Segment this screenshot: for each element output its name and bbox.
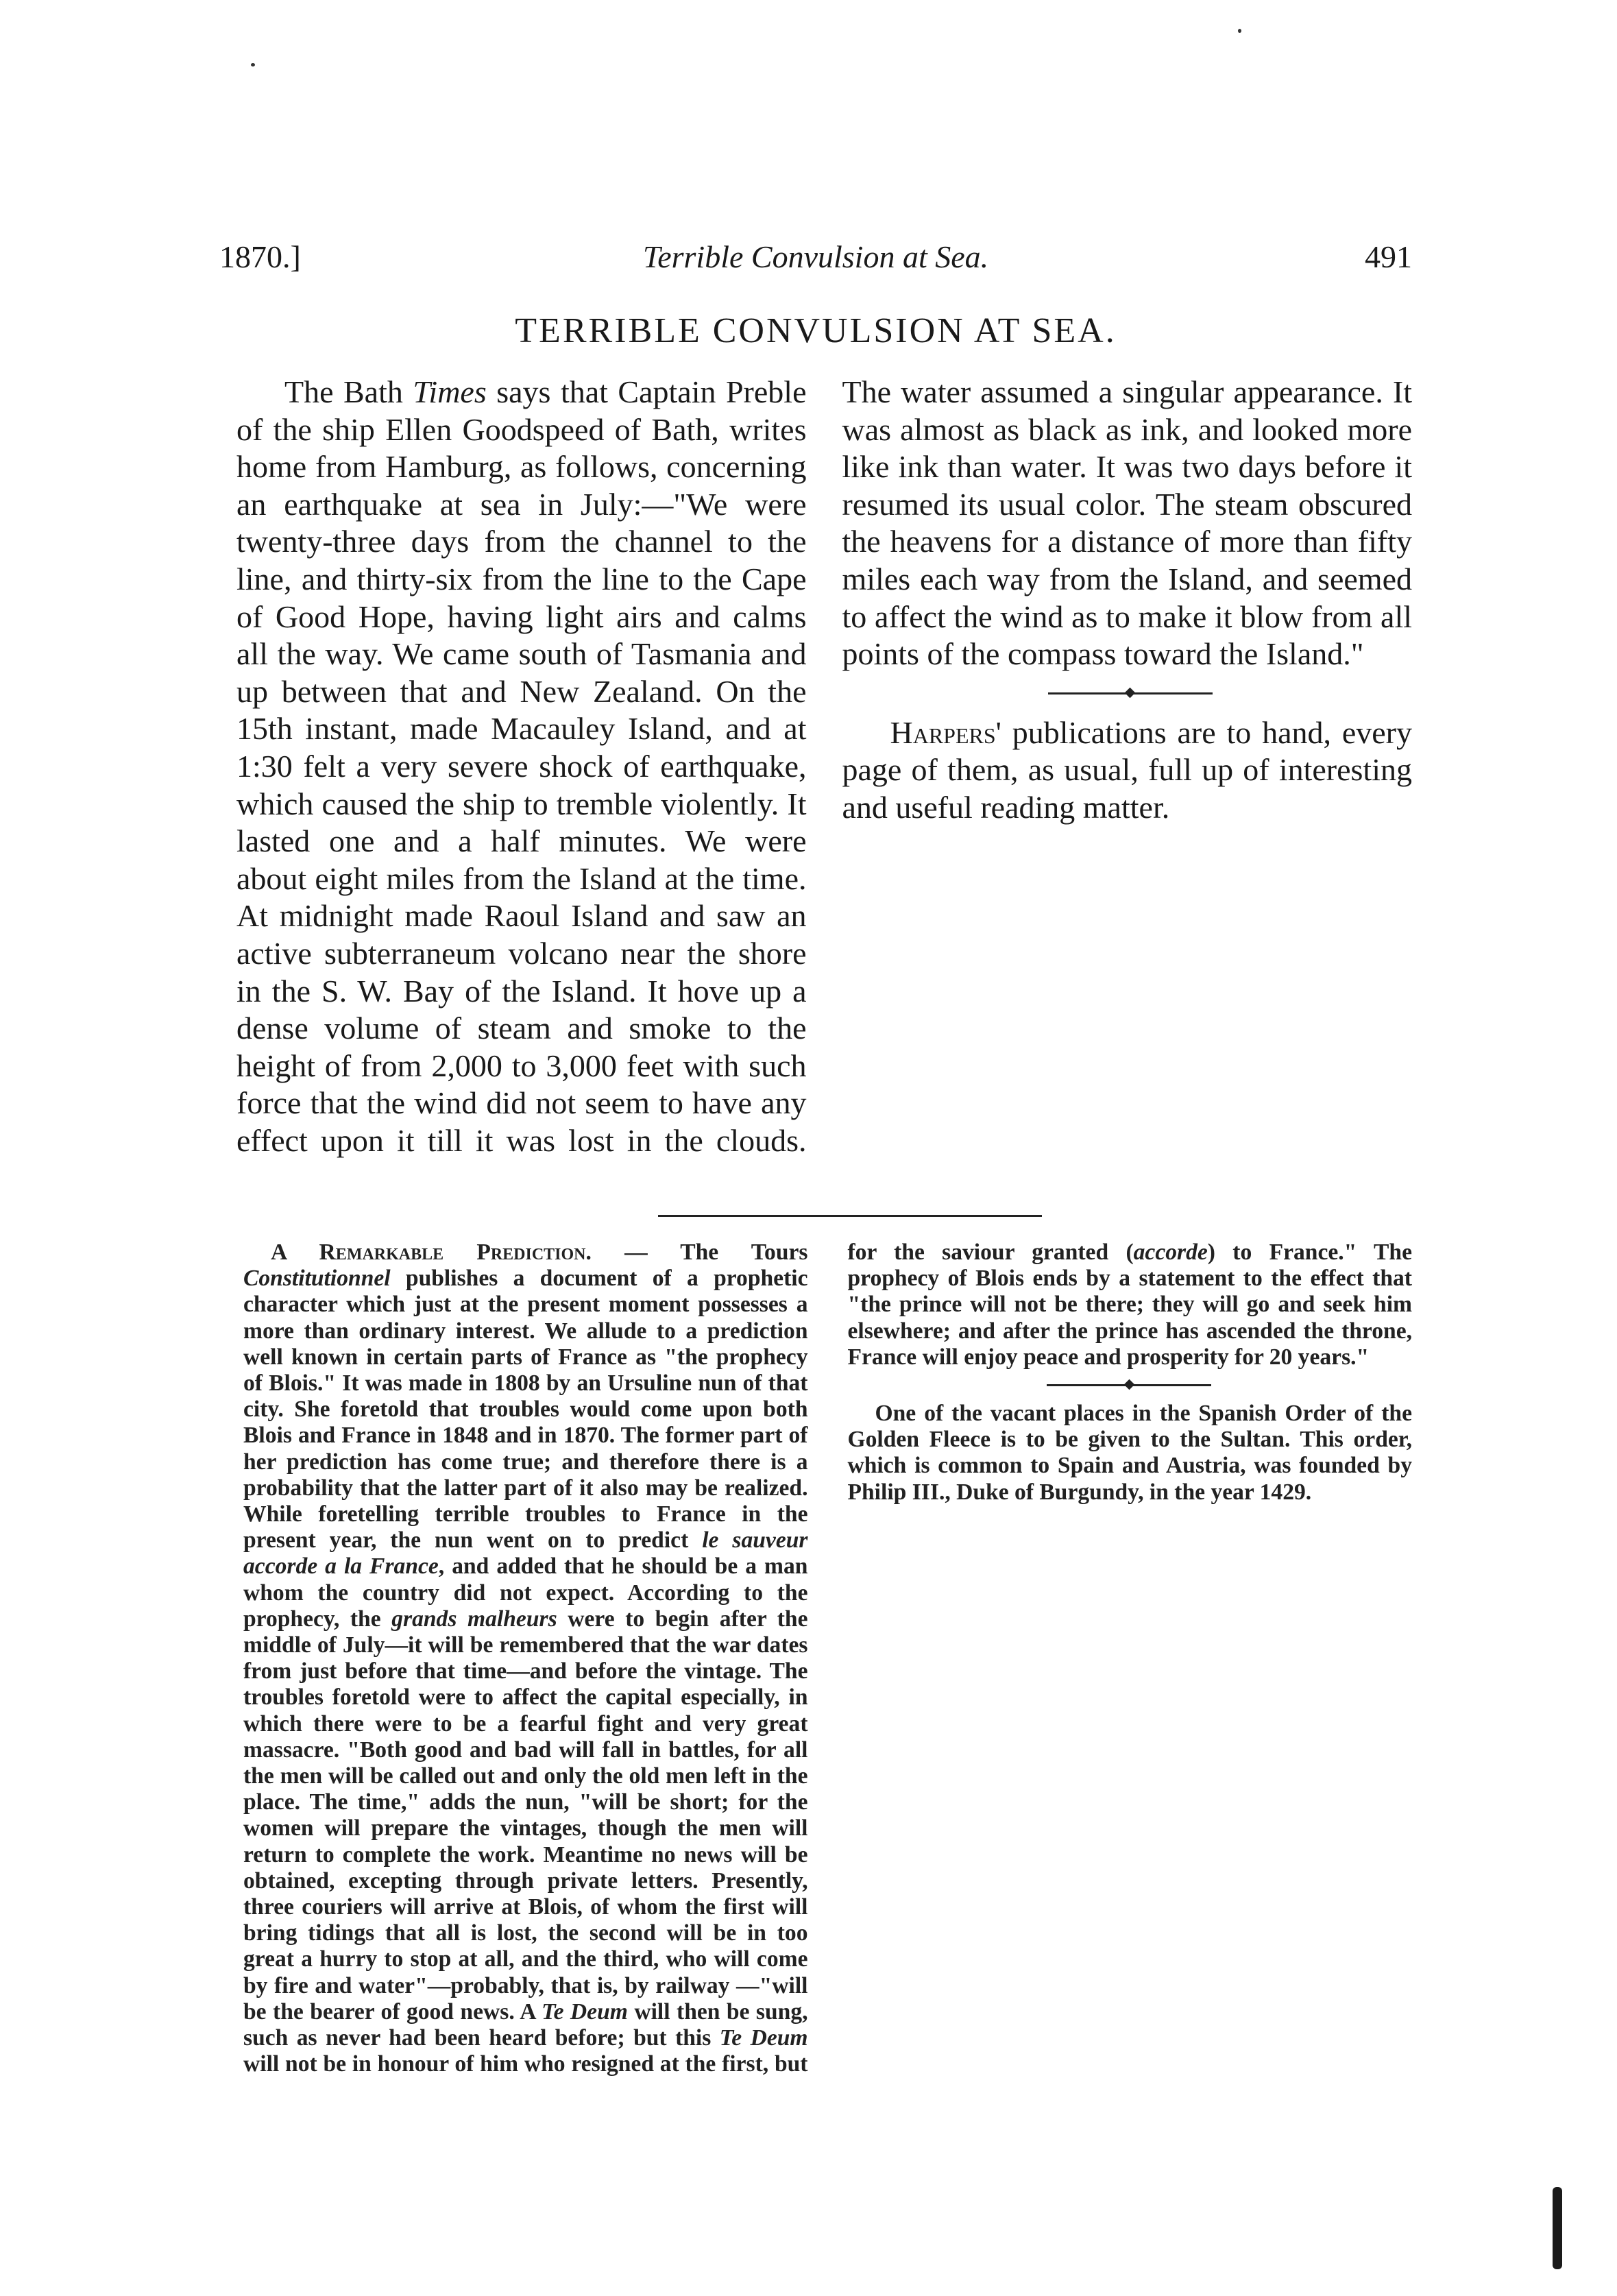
prediction-text: were to begin after the middle of July—it will be remembered that the war dates from just before that time—and before the vintage. The troubles foretold were to affect the capital especially, in which there were to be a fearful fight and very great massacre. "Both good and bad will fall in battles, for all the men will be called out and only the old men left in the place. The time," adds the nun, "will be short; for the women will prepare the vintages, though the men will return to complete the work. Meantime no news will be obtained, excepting through private letters. Presently, three couriers will arrive at Blois, of whom the first will bring tidings that all is lost, the second will be in too great a hurry to stop at all, and the third, who will come by fire and water"—probably, that is, by railway —"will be the bearer of good news. A bbox=[243, 1606, 808, 2025]
scan-speck bbox=[1553, 2187, 1562, 2269]
column-divider-rule bbox=[658, 1215, 1042, 1217]
french-phrase: le sauveur accorde a la France bbox=[243, 1527, 808, 1580]
newspaper-name: Times bbox=[413, 374, 487, 409]
running-head-title: Terrible Convulsion at Sea. bbox=[642, 239, 989, 274]
prediction-text: ) to France." The prophecy of Blois ends by a statement to the effect that "the prince will not be there; they will go and seek him elsewhere; and after the prince has ascended the throne, France will enjoy peace and prosperity for 20 years." bbox=[847, 1240, 1412, 1370]
prediction-text: , and added that he should be a man whom the country did not expect. According to the prophecy, the bbox=[243, 1554, 808, 1632]
golden-fleece-note bbox=[848, 1401, 1413, 1506]
running-head bbox=[219, 233, 1412, 281]
prediction-article bbox=[243, 1240, 1412, 2090]
harpers-note bbox=[842, 714, 1413, 827]
upper-article bbox=[236, 374, 1412, 1186]
prediction-text: publishes a document of a prophetic character which just at the present moment possesses a more than ordinary interest. We allude to a prediction well known in certain parts of France as "the prophecy of Blois." It was made in 1808 by an Ursuline nun of that city. She foretold that troubles would come upon both Blois and France in 1848 and in 1870. The former part of her prediction has come true; and therefore there is a probability that the latter part of it also may be realized. While foretelling terrible troubles to France in the present year, the nun went on to predict bbox=[243, 1266, 808, 1554]
page-number: 491 bbox=[1365, 239, 1412, 274]
harpers-text: ' publications are to hand, every page of them, as usual, full up of interesting and useful reading matter. bbox=[842, 714, 1412, 825]
prediction-text: — The Tours bbox=[591, 1240, 808, 1265]
french-phrase: grands malheurs bbox=[391, 1606, 557, 1632]
harpers-name: Harpers bbox=[890, 714, 996, 750]
latin-phrase: Te Deum bbox=[719, 2025, 808, 2051]
running-head-year: 1870.] bbox=[219, 239, 301, 274]
prediction-title: A Remarkable Prediction. bbox=[271, 1240, 592, 1265]
scan-speck bbox=[1238, 29, 1241, 33]
latin-phrase: Te Deum bbox=[542, 1998, 628, 2025]
article-body-lead: The Bath bbox=[284, 374, 413, 409]
scan-speck bbox=[251, 63, 255, 67]
section-ornament bbox=[842, 673, 1413, 714]
newspaper-name: Constitutionnel bbox=[243, 1266, 391, 1292]
french-phrase: accorde bbox=[1133, 1240, 1208, 1265]
article-body-text: says that Captain Preble of the ship Ellen Goodspeed of Bath, writes home from Hamburg, as follows, concerning an earthquake at sea in July:—"We were twenty-three days from the channel to the line, and thirty-six from the line to the Cape of Good Hope, having light airs and calms all the way. We came south of Tasmania and up between that and New Zealand. On the 15th instant, made Macauley Island, and at 1:30 felt a very severe shock of earthquake, which caused the ship to tremble violently. It lasted one and a half minutes. We were about eight miles from the Island at the time. At midnight made Raoul Island and saw an active subterraneum volcano near the shore in the S. W. Bay of the Island. It hove up a dense volume of steam and smoke to the height of from 2,000 to 3,000 feet with such force that the wind did not seem to have any effect upon it till it was lost in the clouds. The water assumed a singular appearance. It was almost as black as ink, and looked more like ink than water. It was two days before it resumed its usual color. The steam obscured the heavens for a distance of more than fifty miles each way from the Island, and seemed to affect the wind as to make it blow from all points of the compass toward the Island." bbox=[236, 374, 1412, 1158]
lower-section bbox=[243, 1240, 1412, 2090]
golden-fleece-text: One of the vacant places in the Spanish Order of the Golden Fleece is to be given to the Sultan. This order, which is common to Spain and Austria, was founded by Philip III., Duke of Burgundy, in the year 1429. bbox=[847, 1401, 1412, 1505]
prediction-text: will then be sung, such as never had been heard before; but this bbox=[243, 1998, 808, 2051]
section-ornament bbox=[848, 1370, 1413, 1401]
prediction-text: will not be in honour of him who resigned at the first, but for the saviour granted ( bbox=[243, 1240, 1134, 2077]
article-headline: TERRIBLE CONVULSION AT SEA. bbox=[515, 311, 1117, 350]
